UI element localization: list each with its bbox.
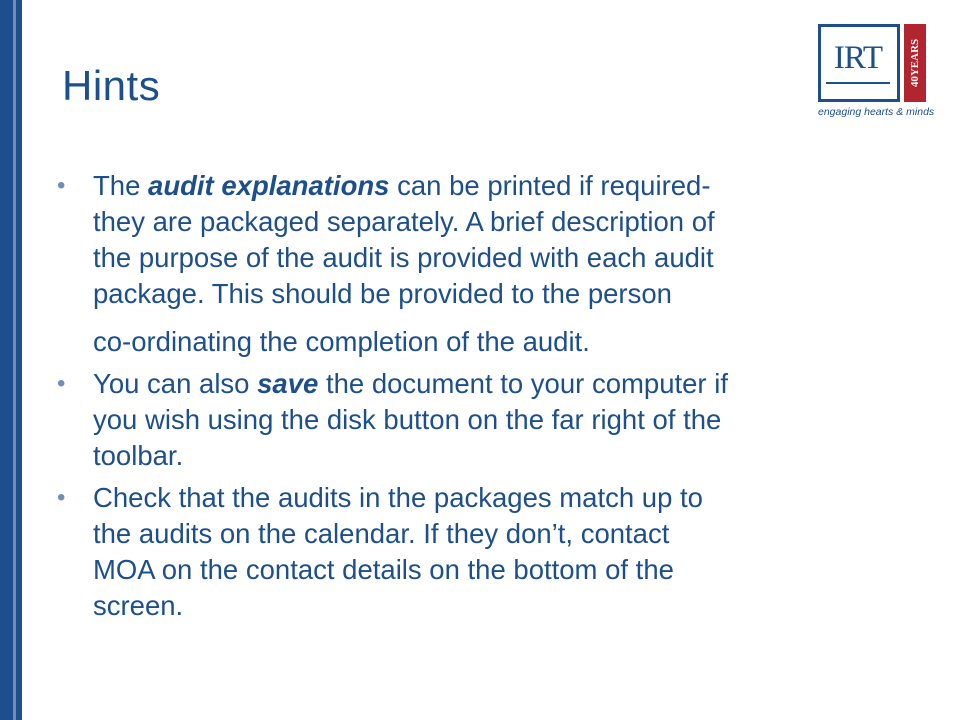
bullet-item (57, 168, 917, 360)
bullet-line: co-ordinating the completion of the audit. (93, 326, 590, 357)
emphasis-text: audit explanations (148, 170, 390, 201)
logo-underline (826, 82, 890, 84)
bullet-line: package. This should be provided to the person (93, 278, 672, 309)
bullet-line: MOA on the contact details on the bottom of the (93, 554, 674, 585)
left-accent-bar (0, 0, 22, 720)
bullet-dot: • (57, 484, 66, 511)
bullet-dot: • (57, 172, 66, 199)
bullet-list (57, 168, 917, 630)
logo-tagline: engaging hearts & minds (818, 106, 935, 118)
bullet-line: Check that the audits in the packages match up to (93, 482, 703, 513)
bullet-line: you wish using the disk button on the far right of the (93, 404, 722, 435)
left-accent-stripe (13, 0, 16, 720)
bullet-line: The audit explanations can be printed if required- (93, 170, 711, 201)
bullet-line: screen. (93, 590, 184, 621)
bullet-item (57, 366, 917, 474)
bullet-line: they are packaged separately. A brief description of (93, 206, 715, 237)
logo-letters: IRT (833, 40, 883, 76)
bullet-line: the purpose of the audit is provided with each audit (93, 242, 714, 273)
bullet-line: You can also save the document to your computer if (93, 368, 728, 399)
logo-years (904, 24, 926, 102)
emphasis-text: save (257, 368, 319, 399)
bullet-dot: • (57, 370, 66, 397)
bullet-item (57, 480, 917, 624)
logo-years-text: 40YEARS (909, 38, 922, 88)
bullet-line: the audits on the calendar. If they don’t, contact (93, 518, 670, 549)
irt-logo (818, 24, 935, 124)
slide-title: Hints (62, 62, 161, 109)
bullet-line: toolbar. (93, 440, 184, 471)
